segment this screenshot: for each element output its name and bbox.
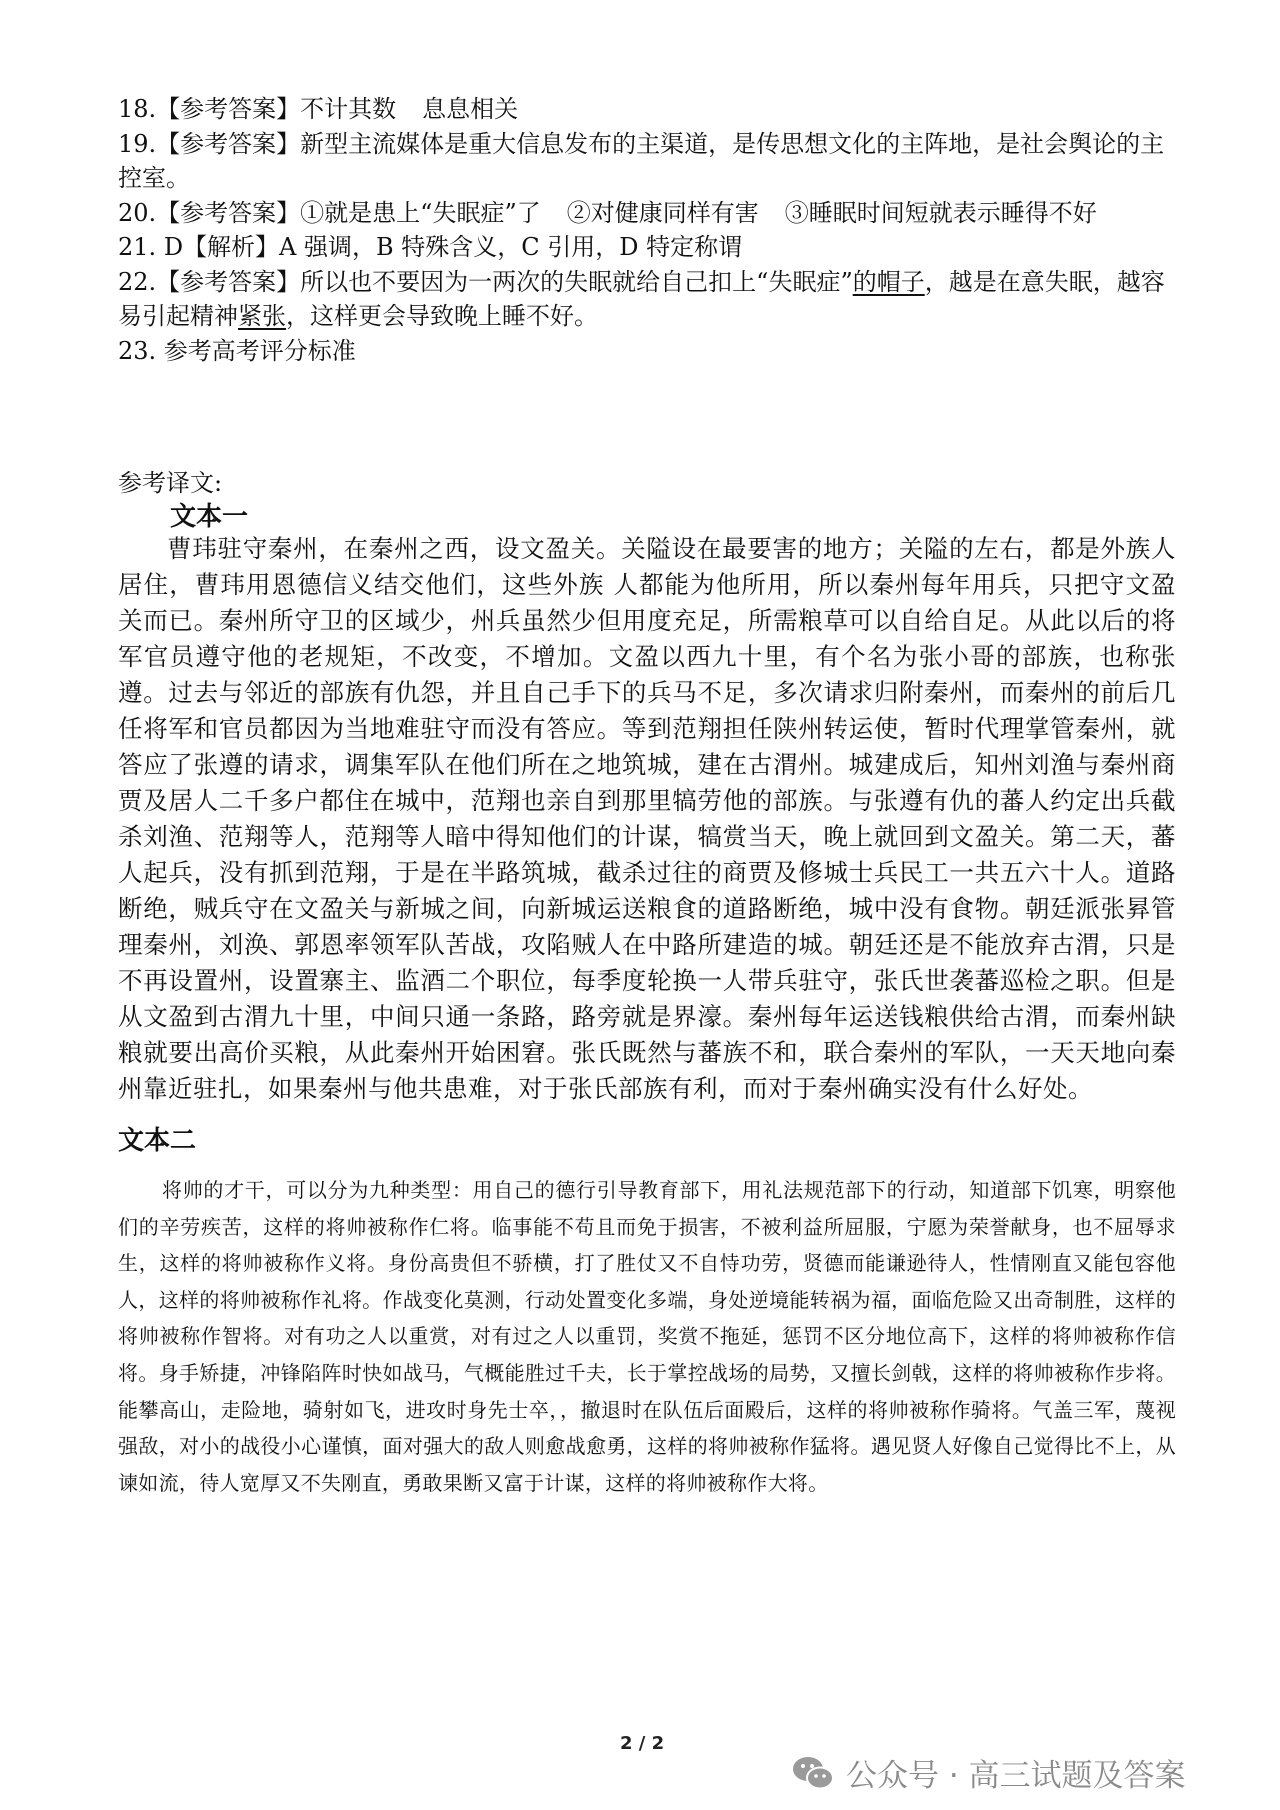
watermark-text: 公众号 · 高三试题及答案 bbox=[846, 1758, 1186, 1794]
answer-21: 21. D【解析】A 强调，B 特殊含义，C 引用，D 特定称谓 bbox=[118, 233, 743, 261]
wechat-icon bbox=[790, 1754, 836, 1792]
underlined-text: 紧张 bbox=[238, 302, 286, 330]
text2-heading: 文本二 bbox=[118, 1126, 197, 1156]
text1-paragraph: 曹玮驻守秦州，在秦州之西，设文盈关。关隘设在最要害的地方；关隘的左右，都是外族人居住，曹玮用恩德信义结交他们，这些外族 人都能为他所用，所以秦州每年用兵，只把守文盈关而已。秦州所守卫的区域少，州兵虽然少但用度充足，所需粮草可以自给自足。从此以后的将军官员遵守他的老规矩，不改变，不增加。文盈以西九十里，有个名为张小哥的部族，也称张遵。过去与邻近的部族有仇怨，并且自己手下的兵马不足，多次请求归附秦州，而秦州的前后几任将军和官员都因为当地难驻守而没有答应。等到范翔担任陕州转运使，暂时代理掌管秦州，就答应了张遵的请求，调集军队在他们所在之地筑城，建在古渭州。城建成后，知州刘渔与秦州商贾及居人二千多户都住在城中，范翔也亲自到那里犒劳他的部族。与张遵有仇的蕃人约定出兵截杀刘渔、范翔等人，范翔等人暗中得知他们的计谋，犒赏当天，晚上就回到文盈关。第二天，蕃人起兵，没有抓到范翔，于是在半路筑城，截杀过往的商贾及修城士兵民工一共五六十人。道路断绝，贼兵守在文盈关与新城之间，向新城运送粮食的道路断绝，城中没有食物。朝廷派张昪管理秦州，刘涣、郭恩率领军队苦战，攻陷贼人在中路所建造的城。朝廷还是不能放弃古渭，只是不再设置州，设置寨主、监酒二个职位，每季度轮换一人带兵驻守，张氏世袭蕃巡检之职。但是从文盈到古渭九十里，中间只通一条路，路旁就是界濠。秦州每年运送钱粮供给古渭，而秦州缺粮就要出高价买粮，从此秦州开始困窘。张氏既然与蕃族不和，联合秦州的军队，一天天地向秦州靠近驻扎，如果秦州与他共患难，对于张氏部族有利，而对于秦州确实没有什么好处。 bbox=[118, 534, 1176, 1103]
answer-list bbox=[118, 92, 1178, 368]
answer-23: 23. 参考高考评分标准 bbox=[118, 336, 356, 365]
text2-paragraph: 将帅的才干，可以分为九种类型：用自己的德行引导教育部下，用礼法规范部下的行动，知道部下饥寒，明察他们的辛劳疾苦，这样的将帅被称作仁将。临事能不苟且而免于损害，不被利益所屈服，宁愿为荣誉献身，也不屈辱求生，这样的将帅被称作义将。身份高贵但不骄横，打了胜仗又不自恃功劳，贤德而能谦逊待人，性情刚直又能包容他人，这样的将帅被称作礼将。作战变化莫测，行动处置变化多端，身处逆境能转祸为福，面临危险又出奇制胜，这样的将帅被称作智将。对有功之人以重赏，对有过之人以重罚，奖赏不拖延，惩罚不区分地位高下，这样的将帅被称作信将。身手矫捷，冲锋陷阵时快如战马，气概能胜过千夫，长于掌控战场的局势，又擅长剑戟，这样的将帅被称作步将。能攀高山，走险地，骑射如飞，进攻时身先士卒，，撤退时在队伍后面殿后，这样的将帅被称作骑将。气盖三军，蔑视强敌，对小的战役小心谨慎，面对强大的敌人则愈战愈勇，这样的将帅被称作猛将。遇见贤人好像自己觉得比不上，从谏如流，待人宽厚又不失刚直，勇敢果断又富于计谋，这样的将帅被称作大将。 bbox=[118, 1178, 1176, 1495]
translation-label: 参考译文: bbox=[118, 469, 223, 497]
watermark bbox=[790, 1750, 1186, 1795]
answer-22: 22.【参考答案】所以也不要因为一两次的失眠就给自己扣上“失眠症”的帽子，越是在意失眠，越容易引起精神紧张，这样更会导致晚上睡不好。 bbox=[118, 267, 1165, 330]
answer-20: 20.【参考答案】①就是患上“失眠症”了 ②对健康同样有害 ③睡眠时间短就表示睡得不好 bbox=[118, 198, 1097, 227]
underlined-text: 的帽子 bbox=[852, 267, 925, 296]
text1-heading: 文本一 bbox=[170, 502, 249, 532]
page-number: 2 / 2 bbox=[620, 1733, 665, 1754]
answer-18: 18.【参考答案】不计其数 息息相关 bbox=[118, 95, 519, 123]
answer-19: 19.【参考答案】新型主流媒体是重大信息发布的主渠道，是传思想文化的主阵地，是社会舆论的主控室。 bbox=[118, 129, 1165, 192]
